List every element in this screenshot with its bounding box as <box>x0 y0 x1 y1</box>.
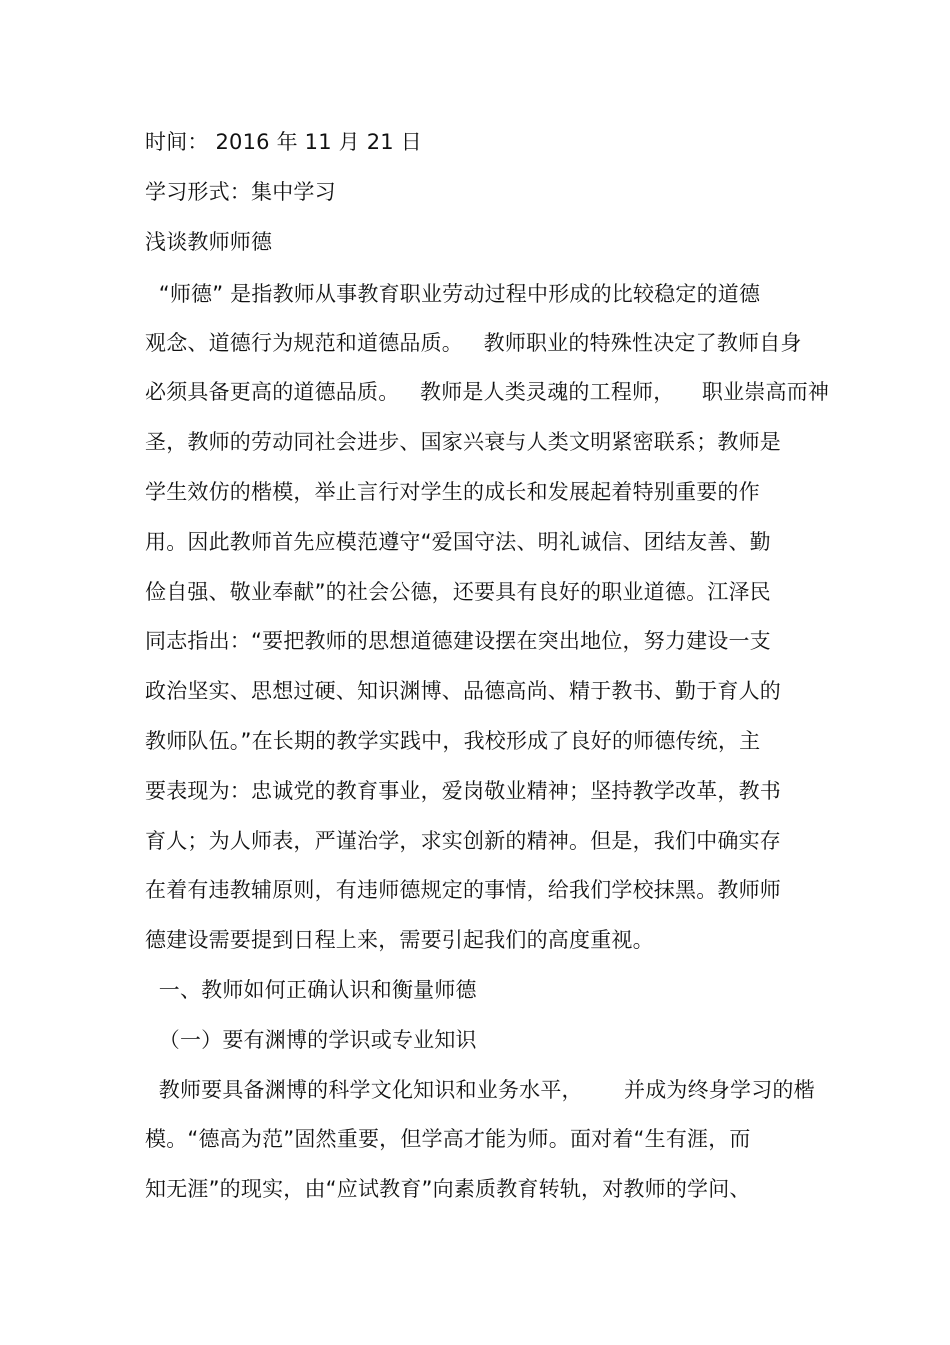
body-line: 教师要具备渊博的科学文化知识和业务水平， 并成为终身学习的楷 <box>145 1078 815 1102</box>
body-line: 俭自强、敬业奉献”的社会公德，还要具有良好的职业道德。江泽民 <box>145 580 771 604</box>
body-line: 教师队伍。”在长期的教学实践中，我校形成了良好的师德传统，主 <box>145 729 761 753</box>
body-line: 育人；为人师表，严谨治学，求实创新的精神。但是，我们中确实存 <box>145 829 781 853</box>
body-line: 政治坚实、思想过硬、知识渊博、品德高尚、精于教书、勤于育人的 <box>145 679 781 703</box>
body-line: 观念、道德行为规范和道德品质。 教师职业的特殊性决定了教师自身 <box>145 331 802 355</box>
body-line: 要表现为：忠诚党的教育事业，爱岗敬业精神；坚持教学改革，教书 <box>145 779 781 803</box>
body-line: 用。因此教师首先应模范遵守“爱国守法、明礼诚信、团结友善、勤 <box>145 530 771 554</box>
body-line: 学生效仿的楷模，举止言行对学生的成长和发展起着特别重要的作 <box>145 480 760 504</box>
body-line: “师德” 是指教师从事教育职业劳动过程中形成的比较稳定的道德 <box>145 282 761 306</box>
body-line: 模。“德高为范”固然重要，但学高才能为师。面对着“生有涯，而 <box>145 1127 751 1151</box>
section-subheading: （一）要有渊博的学识或专业知识 <box>145 1028 477 1052</box>
study-form-line: 学习形式：集中学习 <box>145 180 336 204</box>
body-line: 知无涯”的现实，由“应试教育”向素质教育转轨，对教师的学问、 <box>145 1177 751 1201</box>
body-line: 德建设需要提到日程上来，需要引起我们的高度重视。 <box>145 928 654 952</box>
section-heading: 一、教师如何正确认识和衡量师德 <box>145 978 477 1002</box>
date-line: 时间： 2016 年 11 月 21 日 <box>145 130 422 154</box>
body-line: 在着有违教辅原则，有违师德规定的事情，给我们学校抹黑。教师师 <box>145 878 781 902</box>
body-line: 必须具备更高的道德品质。 教师是人类灵魂的工程师， 职业崇高而神 <box>145 380 830 404</box>
body-line: 同志指出：“要把教师的思想道德建设摆在突出地位，努力建设一支 <box>145 629 771 653</box>
body-line: 圣，教师的劳动同社会进步、国家兴衰与人类文明紧密联系；教师是 <box>145 430 781 454</box>
document-title: 浅谈教师师德 <box>145 230 273 254</box>
